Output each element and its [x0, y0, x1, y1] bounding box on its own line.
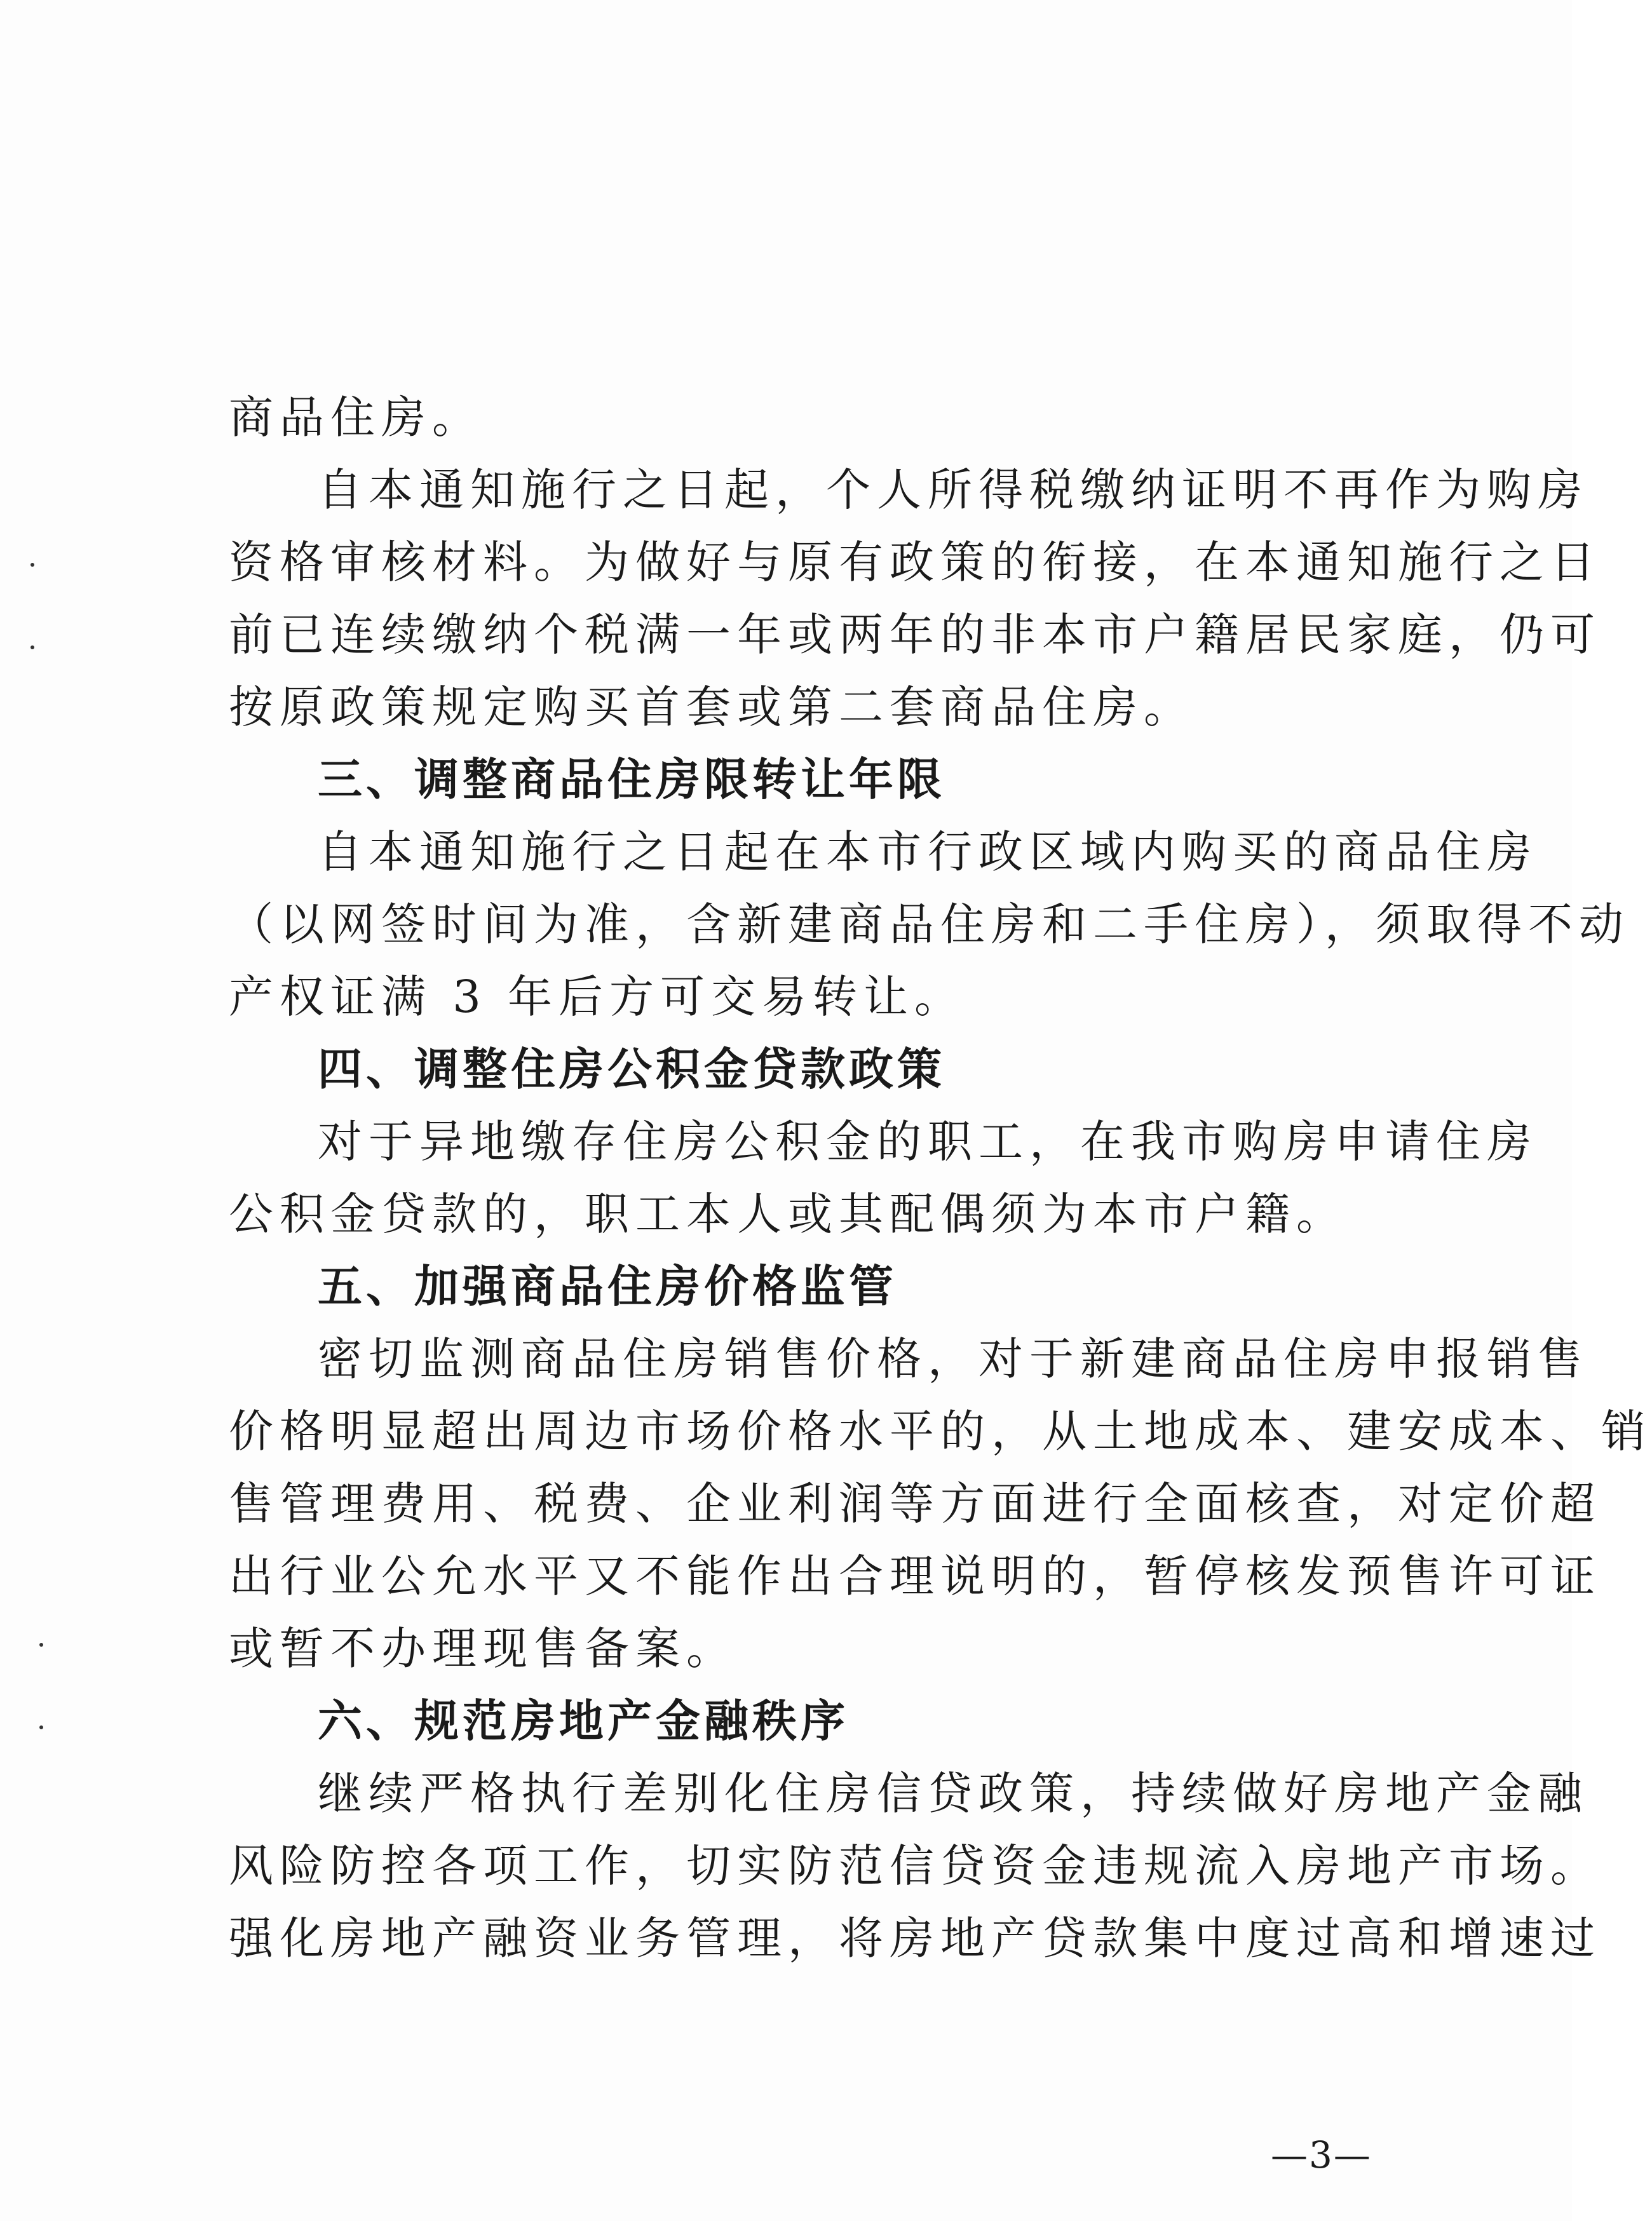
text-line-14: 密切监测商品住房销售价格，对于新建商品住房申报销售 [318, 1333, 1588, 1385]
binding-mark-1 [30, 563, 34, 567]
text-line-1: 商品住房。 [229, 391, 483, 443]
section-heading-5: 五、加强商品住房价格监管 [318, 1260, 897, 1313]
text-line-2: 自本通知施行之日起，个人所得税缴纳证明不再作为购房 [318, 464, 1588, 516]
section-heading-3: 三、调整商品住房限转让年限 [318, 753, 945, 806]
section-heading-6: 六、规范房地产金融秩序 [318, 1695, 849, 1747]
text-line-21: 风险防控各项工作，切实防范信贷资金违规流入房地产市场。 [229, 1840, 1601, 1892]
text-line-3: 资格审核材料。为做好与原有政策的衔接，在本通知施行之日 [229, 536, 1601, 588]
page-number: —3— [1271, 2133, 1372, 2177]
text-line-20: 继续严格执行差别化住房信贷政策，持续做好房地产金融 [318, 1767, 1588, 1819]
text-line-17: 出行业公允水平又不能作出合理说明的，暂停核发预售许可证 [229, 1550, 1601, 1602]
binding-mark-3 [39, 1643, 43, 1647]
section-heading-4: 四、调整住房公积金贷款政策 [318, 1043, 945, 1095]
text-line-5: 按原政策规定购买首套或第二套商品住房。 [229, 681, 1195, 733]
binding-mark-4 [39, 1725, 43, 1729]
text-line-11: 对于异地缴存住房公积金的职工，在我市购房申请住房 [318, 1116, 1538, 1168]
text-line-15: 价格明显超出周边市场价格水平的，从土地成本、建安成本、销 [229, 1405, 1652, 1457]
text-line-4: 前已连续缴纳个税满一年或两年的非本市户籍居民家庭，仍可 [229, 609, 1601, 661]
text-line-12: 公积金贷款的，职工本人或其配偶须为本市户籍。 [229, 1188, 1347, 1240]
text-line-18: 或暂不办理现售备案。 [229, 1623, 737, 1675]
text-line-7: 自本通知施行之日起在本市行政区域内购买的商品住房 [318, 826, 1538, 878]
text-line-9: 产权证满 3 年后方可交易转让。 [229, 971, 966, 1023]
text-line-22: 强化房地产融资业务管理，将房地产贷款集中度过高和增速过 [229, 1912, 1601, 1964]
text-line-16: 售管理费用、税费、企业利润等方面进行全面核查，对定价超 [229, 1478, 1601, 1530]
document-body [229, 381, 1652, 1975]
text-line-8: （以网签时间为准，含新建商品住房和二手住房），须取得不动 [229, 898, 1630, 950]
binding-mark-2 [30, 645, 34, 649]
